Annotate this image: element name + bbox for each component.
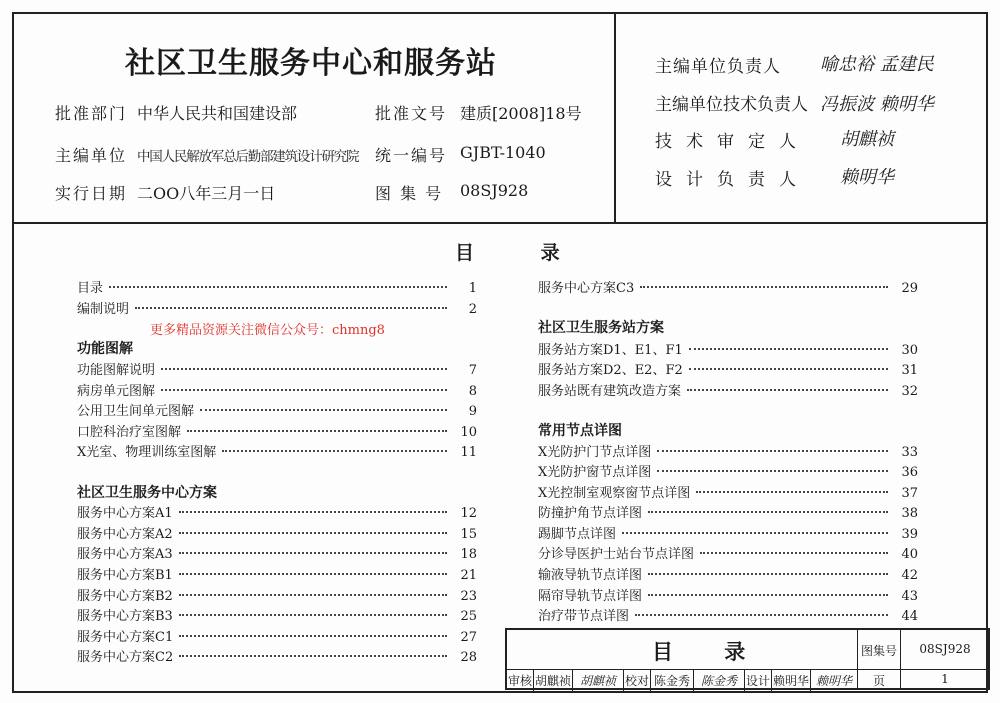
- field-value: 二OO八年三月一日: [137, 184, 276, 203]
- toc-entry[interactable]: [77, 359, 477, 378]
- toc-entry-page: 31: [901, 363, 918, 378]
- field-value: GJBT-1040: [460, 143, 546, 162]
- toc-entry-title: 病房单元图解: [77, 384, 156, 399]
- toc-entry[interactable]: [538, 482, 918, 501]
- toc-entry-page: 36: [901, 465, 918, 480]
- leader-dots: [635, 614, 888, 616]
- toc-entry-page: 23: [460, 589, 477, 604]
- toc-entry-title: 服务中心方案C3: [538, 281, 635, 296]
- toc-entry-title: 功能图解说明: [77, 363, 156, 378]
- toc-entry-page: 33: [901, 445, 918, 460]
- toc-entry-title: 服务中心方案B3: [77, 609, 173, 624]
- toc-entry-title: X光室、物理训练室图解: [77, 445, 217, 460]
- toc-section-heading: 功能图解: [77, 341, 133, 357]
- atlas-no-label: 图集号: [860, 644, 897, 658]
- signature-role: 主编单位负责人: [655, 57, 781, 77]
- toc-entry[interactable]: [77, 421, 477, 440]
- toc-entry-page: 7: [468, 363, 477, 378]
- leader-dots: [179, 511, 447, 513]
- reviewer-name: 胡麒祯: [534, 670, 573, 692]
- toc-entry-page: 11: [460, 445, 477, 460]
- signature-role: 主编单位技术负责人: [655, 95, 808, 115]
- leader-dots: [179, 532, 447, 534]
- leader-dots: [657, 470, 888, 472]
- leader-dots: [622, 532, 888, 534]
- leader-dots: [179, 573, 447, 575]
- checker-signature: 陈金秀: [694, 670, 745, 692]
- toc-entry[interactable]: [538, 543, 918, 562]
- leader-dots: [696, 491, 888, 493]
- signature-handwritten: 胡麒祯: [840, 129, 894, 150]
- reviewer-signature: 胡麒祯: [573, 670, 624, 692]
- signature-handwritten: 喻忠裕 孟建民: [820, 54, 934, 75]
- title-block-title: 目 录: [652, 640, 768, 664]
- toc-entry-title: X光控制室观察窗节点详图: [538, 486, 691, 501]
- toc-entry-page: 42: [901, 568, 918, 583]
- toc-entry[interactable]: [538, 359, 918, 378]
- leader-dots: [640, 286, 888, 288]
- toc-entry[interactable]: [77, 441, 477, 460]
- toc-entry[interactable]: [538, 441, 918, 460]
- toc-entry-title: 治疗带节点详图: [538, 609, 630, 624]
- toc-entry-page: 12: [460, 506, 477, 521]
- toc-entry-title: 口腔科治疗室图解: [77, 425, 182, 440]
- leader-dots: [648, 511, 888, 513]
- toc-entry-title: X光防护窗节点详图: [538, 465, 652, 480]
- review-label: 审核: [507, 670, 534, 692]
- page-number: 1: [941, 672, 949, 686]
- toc-entry[interactable]: [538, 380, 918, 399]
- signature-handwritten: 赖明华: [840, 167, 894, 188]
- leader-dots: [689, 348, 888, 350]
- toc-entry[interactable]: [77, 626, 477, 645]
- toc-entry-page: 18: [460, 547, 477, 562]
- toc-entry[interactable]: [538, 585, 918, 604]
- field-label: 统一编号: [375, 146, 448, 165]
- toc-entry-page: 27: [460, 630, 477, 645]
- toc-entry-title: 目录: [77, 281, 104, 296]
- atlas-no: 08SJ928: [919, 642, 971, 656]
- field-value: 中国人民解放军总后勤部建筑设计研究院: [137, 149, 359, 165]
- toc-entry-page: 39: [901, 527, 918, 542]
- toc-entry-title: 防撞护角节点详图: [538, 506, 643, 521]
- toc-entry[interactable]: [538, 461, 918, 480]
- signature-role: 设计负责人: [655, 170, 810, 190]
- field-label: 主编单位: [55, 146, 128, 165]
- toc-entry[interactable]: [538, 502, 918, 521]
- toc-section-heading: 常用节点详图: [538, 423, 622, 439]
- toc-entry[interactable]: [538, 523, 918, 542]
- toc-entry[interactable]: [538, 339, 918, 358]
- header-divider: [12, 222, 988, 224]
- toc-entry-page: 37: [901, 486, 918, 501]
- signature-role: 技术审定人: [655, 132, 810, 152]
- leader-dots: [179, 594, 447, 596]
- checker-name: 陈金秀: [651, 670, 694, 692]
- toc-entry[interactable]: [77, 502, 477, 521]
- leader-dots: [179, 635, 447, 637]
- toc-entry[interactable]: [77, 585, 477, 604]
- field-label: 图 集 号: [375, 184, 444, 203]
- toc-entry[interactable]: [77, 523, 477, 542]
- toc-entry[interactable]: [77, 400, 477, 419]
- toc-entry-title: 服务站既有建筑改造方案: [538, 384, 682, 399]
- field-value: 中华人民共和国建设部: [137, 104, 298, 123]
- toc-entry-title: 服务中心方案A2: [77, 527, 173, 542]
- leader-dots: [687, 389, 888, 391]
- leader-dots: [179, 552, 447, 554]
- toc-entry[interactable]: [77, 646, 477, 665]
- toc-entry[interactable]: [77, 380, 477, 399]
- designer-name: 赖明华: [772, 670, 811, 692]
- toc-entry[interactable]: [77, 605, 477, 624]
- check-label: 校对: [624, 670, 651, 692]
- toc-entry-page: 8: [468, 384, 477, 399]
- toc-entry-page: 43: [901, 589, 918, 604]
- toc-entry[interactable]: [538, 277, 918, 296]
- toc-entry[interactable]: [538, 564, 918, 583]
- toc-entry-title: X光防护门节点详图: [538, 445, 652, 460]
- atlas-title: 社区卫生服务中心和服务站: [125, 46, 497, 81]
- toc-entry-title: 踢脚节点详图: [538, 527, 617, 542]
- toc-entry-page: 40: [901, 547, 918, 562]
- toc-section-heading: 社区卫生服务中心方案: [77, 485, 217, 501]
- toc-entry-title: 服务中心方案C2: [77, 650, 174, 665]
- toc-section-heading: 社区卫生服务站方案: [538, 320, 664, 336]
- leader-dots: [222, 450, 447, 452]
- leader-dots: [689, 368, 888, 370]
- field-label: 实行日期: [55, 184, 128, 203]
- toc-entry-title: 服务中心方案B1: [77, 568, 173, 583]
- field-label: 批准部门: [55, 104, 128, 123]
- toc-entry-title: 隔帘导轨节点详图: [538, 589, 643, 604]
- toc-entry-title: 输液导轨节点详图: [538, 568, 643, 583]
- toc-entry-title: 服务中心方案A1: [77, 506, 173, 521]
- toc-entry-title: 分诊导医护士站台节点详图: [538, 547, 695, 562]
- leader-dots: [161, 389, 447, 391]
- signature-handwritten: 冯振波 赖明华: [820, 94, 934, 115]
- toc-entry-page: 25: [460, 609, 477, 624]
- designer-signature: 赖明华: [815, 674, 852, 688]
- toc-entry-title: 服务站方案D2、E2、F2: [538, 363, 683, 378]
- leader-dots: [135, 307, 447, 309]
- leader-dots: [187, 430, 447, 432]
- toc-entry-page: 44: [901, 609, 918, 624]
- leader-dots: [179, 614, 447, 616]
- leader-dots: [161, 368, 447, 370]
- toc-entry-title: 服务中心方案B2: [77, 589, 173, 604]
- toc-entry-title: 服务站方案D1、E1、F1: [538, 343, 683, 358]
- toc-entry-title: 服务中心方案A3: [77, 547, 173, 562]
- toc-entry-page: 38: [901, 506, 918, 521]
- leader-dots: [648, 594, 888, 596]
- toc-entry-page: 9: [468, 404, 477, 419]
- toc-entry-page: 10: [460, 425, 477, 440]
- toc-entry[interactable]: [538, 605, 918, 624]
- toc-entry[interactable]: [77, 564, 477, 583]
- toc-entry-title: 公用卫生间单元图解: [77, 404, 195, 419]
- title-block: [505, 628, 990, 690]
- toc-entry-page: 1: [468, 281, 477, 296]
- watermark: 更多精品资源关注微信公众号：chmng8: [150, 323, 385, 338]
- toc-entry[interactable]: [77, 277, 477, 296]
- leader-dots: [179, 655, 447, 657]
- header-column-divider: [614, 12, 616, 222]
- toc-entry-page: 2: [468, 302, 477, 317]
- field-value: 建质[2008]18号: [460, 104, 582, 123]
- toc-entry-title: 编制说明: [77, 302, 130, 317]
- toc-entry-page: 30: [901, 343, 918, 358]
- toc-entry-page: 21: [460, 568, 477, 583]
- leader-dots: [109, 286, 447, 288]
- field-label: 批准文号: [375, 104, 448, 123]
- toc-entry[interactable]: [77, 543, 477, 562]
- leader-dots: [648, 573, 888, 575]
- toc-heading: 目 录: [455, 242, 590, 264]
- design-label: 设计: [745, 670, 772, 692]
- toc-entry-page: 32: [901, 384, 918, 399]
- leader-dots: [700, 552, 888, 554]
- field-value: 08SJ928: [460, 181, 529, 200]
- leader-dots: [200, 409, 447, 411]
- toc-entry-title: 服务中心方案C1: [77, 630, 174, 645]
- toc-entry-page: 29: [901, 281, 918, 296]
- leader-dots: [657, 450, 888, 452]
- toc-entry-page: 28: [460, 650, 477, 665]
- toc-entry[interactable]: [77, 298, 477, 317]
- page-label: 页: [872, 674, 885, 688]
- toc-entry-page: 15: [460, 527, 477, 542]
